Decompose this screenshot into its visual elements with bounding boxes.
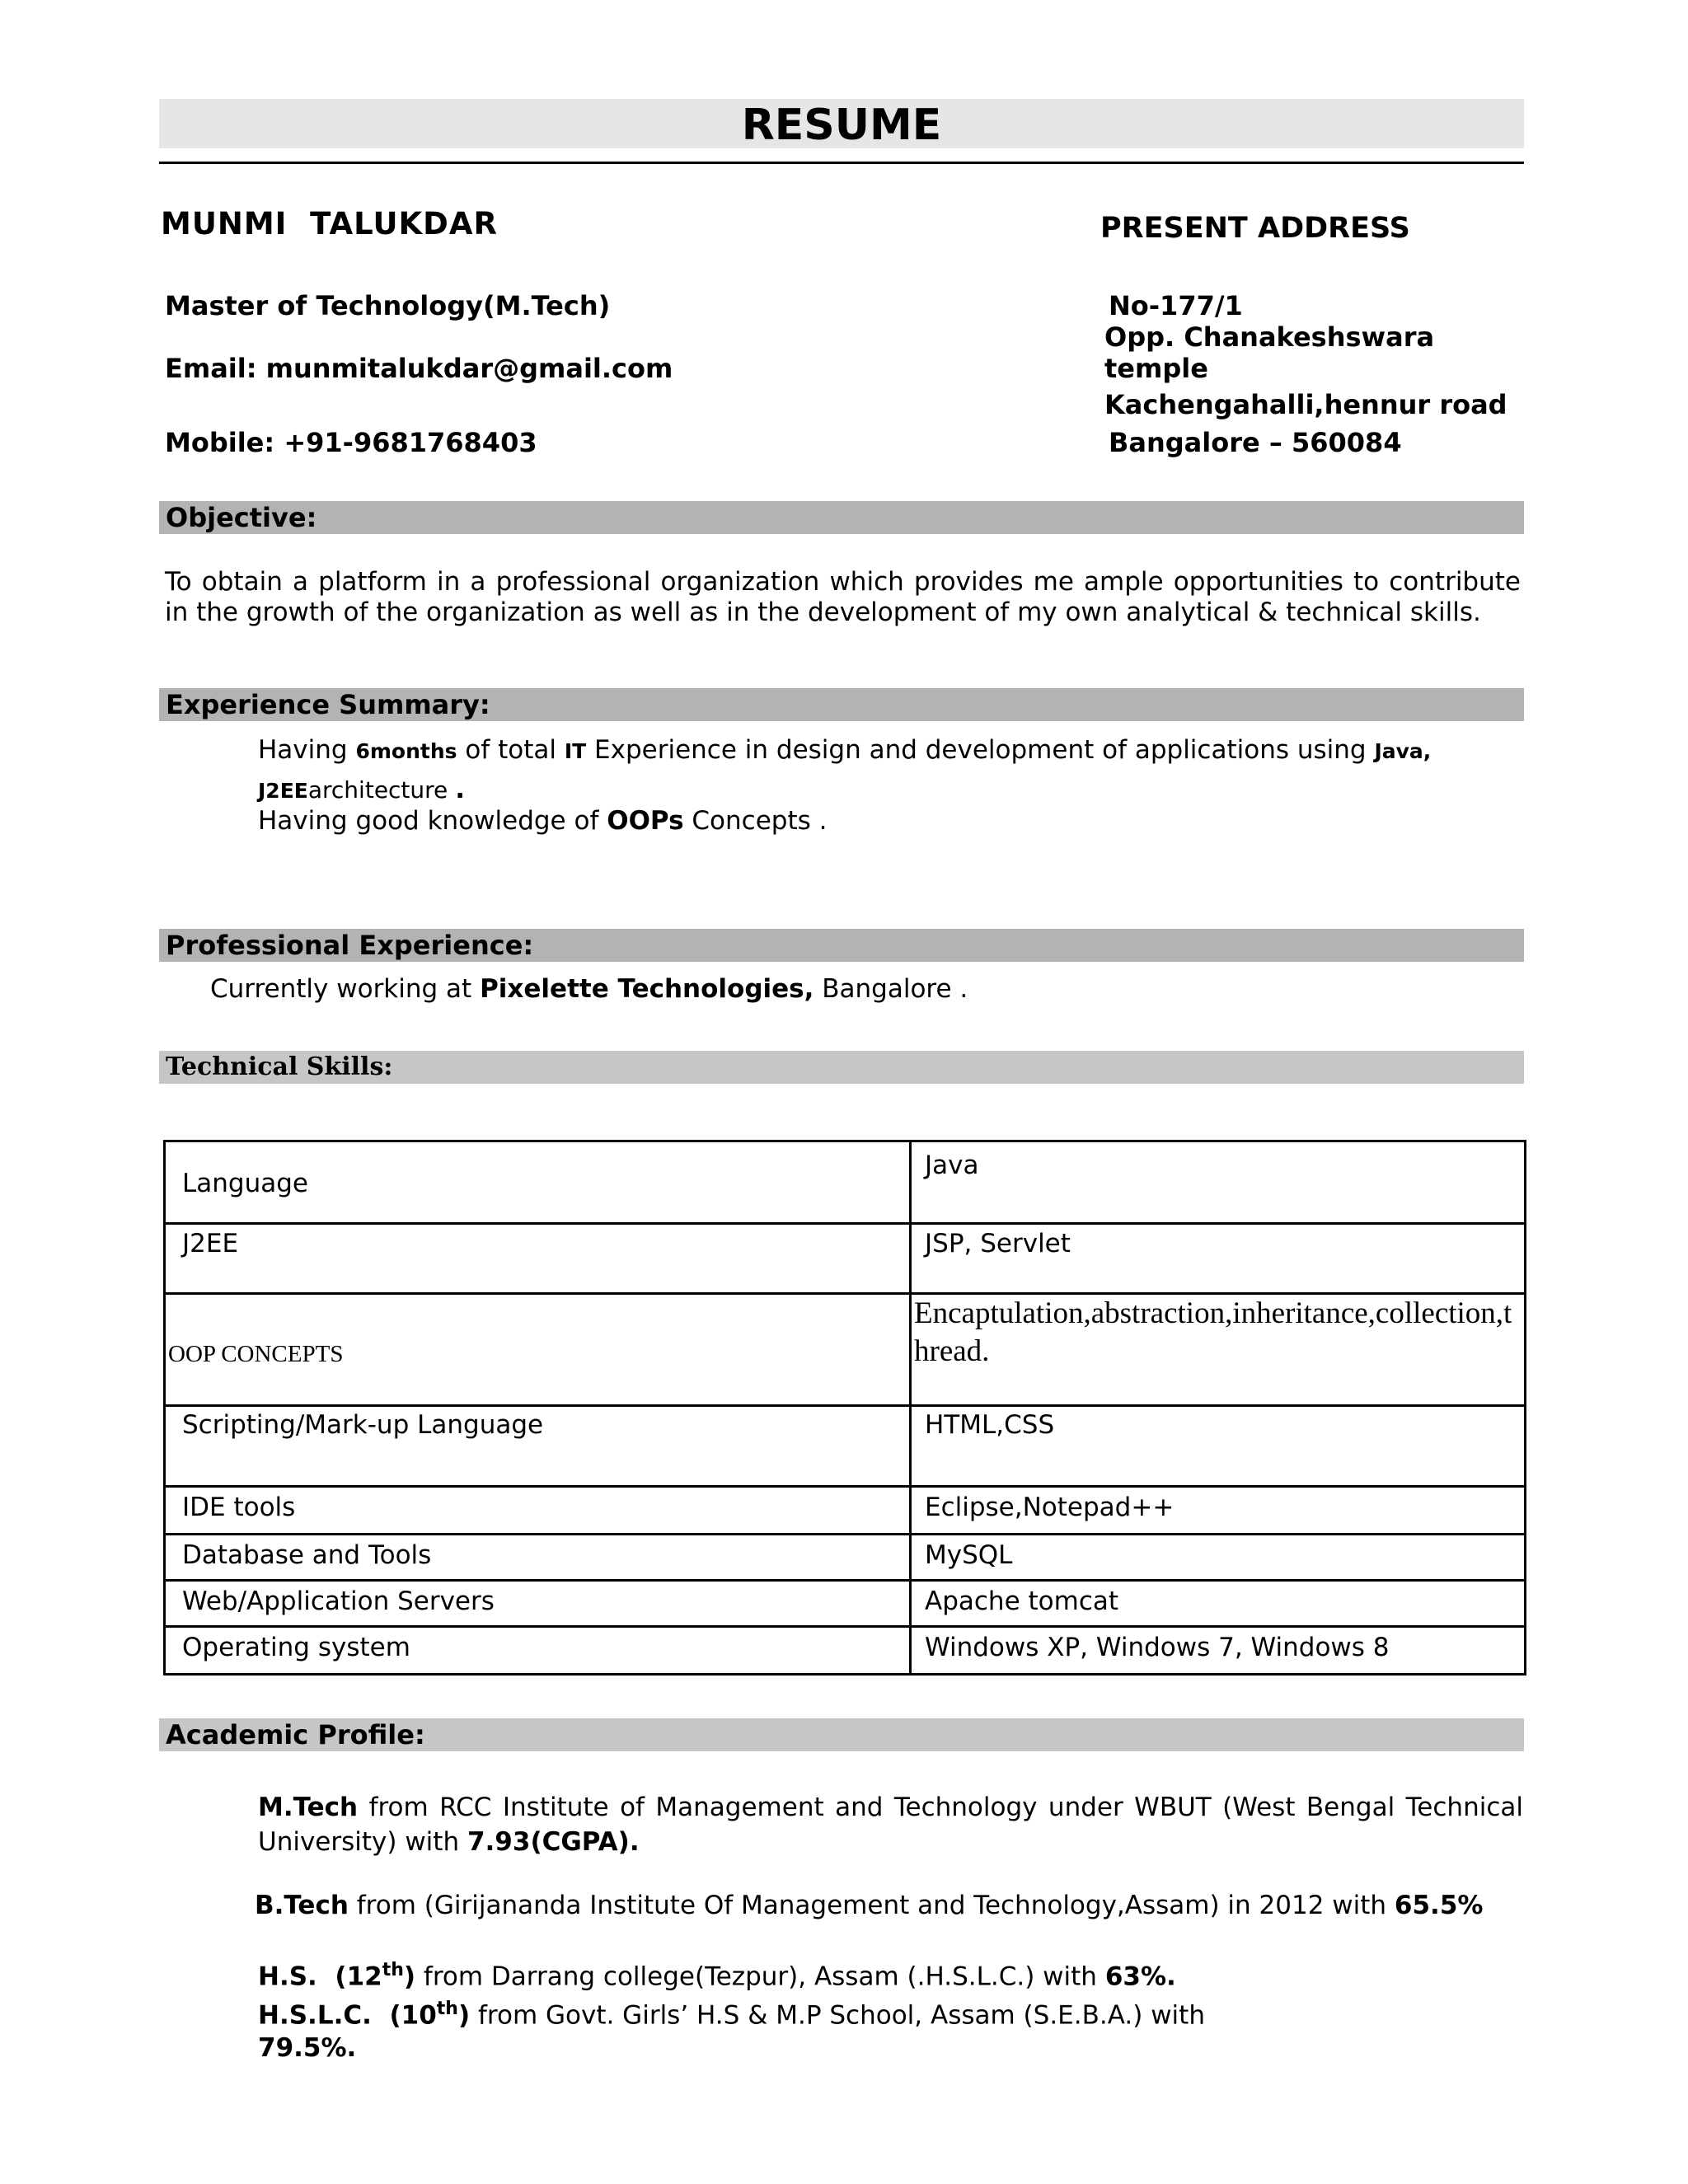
text-segment: from Govt. Girls’ H.S & M.P School, Assam (S.E.B.A.) with (470, 2000, 1205, 2031)
technical-skills-table (163, 1140, 1526, 1675)
text-segment: ) (457, 2000, 471, 2031)
skill-label: Operating system (182, 1633, 410, 1662)
text-segment: Bangalore . (814, 974, 968, 1004)
text-segment: Concepts . (683, 806, 828, 836)
table-row (165, 1141, 1526, 1224)
degree: Master of Technology(M.Tech) (165, 290, 611, 321)
skill-value: Java (925, 1151, 979, 1180)
text-segment: Currently working at (210, 974, 481, 1004)
table-cell (911, 1224, 1526, 1294)
skill-value: HTML,CSS (925, 1410, 1055, 1440)
academic-profile-heading: Academic Profile: (159, 1718, 1524, 1751)
table-row (165, 1406, 1526, 1487)
academic-mtech (258, 1790, 1523, 1859)
text-segment: Having (258, 735, 356, 765)
table-row (165, 1535, 1526, 1581)
title-divider (159, 162, 1524, 164)
text-segment: Experience in design and development of applications using (586, 735, 1375, 765)
table-row (165, 1294, 1526, 1406)
address-heading: PRESENT ADDRESS (1100, 212, 1410, 245)
experience-summary-line-3 (258, 806, 827, 836)
skill-label: Web/Application Servers (182, 1586, 495, 1616)
text-segment: . (455, 775, 465, 804)
text-segment: 65.5% (1394, 1891, 1484, 1920)
text-segment: from RCC Institute of Management and Technology under WBUT (West Bengal Technical University) with (258, 1793, 1523, 1857)
table-cell (165, 1141, 911, 1224)
text-segment: of total (457, 735, 565, 765)
objective-heading: Objective: (159, 501, 1524, 534)
skill-value: Apache tomcat (925, 1586, 1119, 1616)
text-segment: B.Tech (255, 1891, 349, 1920)
table-cell (165, 1224, 911, 1294)
academic-btech (210, 1889, 1527, 1922)
experience-summary-heading: Experience Summary: (159, 688, 1524, 721)
table-row (165, 1581, 1526, 1627)
text-segment: J2EE (258, 779, 308, 803)
skill-value: Encaptulation,abstraction,inheritance,collection,thread. (914, 1296, 1512, 1368)
table-cell (165, 1487, 911, 1535)
objective-text: To obtain a platform in a professional organization which provides me ample opportunities to contribute in the growth of the organization as well as in the development of my own analytical & technical skills. (165, 567, 1521, 627)
skill-label: J2EE (182, 1229, 239, 1258)
table-cell (165, 1581, 911, 1627)
table-cell (165, 1627, 911, 1675)
address-line-3: Kachengahalli,hennur road (1104, 389, 1507, 420)
table-row (165, 1487, 1526, 1535)
table-cell (911, 1627, 1526, 1675)
text-segment: ) (403, 1961, 416, 1992)
mobile: Mobile: +91-9681768403 (165, 427, 537, 458)
superscript: th (436, 1999, 458, 2019)
superscript: th (382, 1960, 404, 1980)
text-segment: Having good knowledge of (258, 806, 607, 836)
table-cell (165, 1294, 911, 1406)
academic-hslc (258, 1993, 1305, 2064)
text-segment: architecture (307, 776, 456, 804)
text-segment: Pixelette Technologies, (480, 974, 814, 1004)
skill-value: MySQL (925, 1540, 1013, 1570)
skill-label: Language (182, 1169, 308, 1198)
skill-value: Windows XP, Windows 7, Windows 8 (925, 1633, 1390, 1662)
table-cell (911, 1141, 1526, 1224)
table-row (165, 1224, 1526, 1294)
skill-label: Scripting/Mark-up Language (182, 1410, 544, 1440)
text-segment: H.S.L.C. (10 (258, 2000, 437, 2031)
skill-label: OOP CONCEPTS (168, 1341, 344, 1367)
text-segment: H.S. (12 (258, 1961, 382, 1992)
table-cell (165, 1406, 911, 1487)
text-segment: 63%. (1104, 1961, 1176, 1992)
table-cell (165, 1535, 911, 1581)
academic-hs (258, 1953, 1176, 1994)
text-segment: IT (564, 739, 587, 763)
text-segment: OOPs (607, 806, 684, 836)
email: Email: munmitalukdar@gmail.com (165, 353, 673, 384)
professional-experience-heading: Professional Experience: (159, 929, 1524, 962)
skill-label: Database and Tools (182, 1540, 432, 1570)
table-cell (911, 1406, 1526, 1487)
address-line-2: Opp. Chanakeshswara temple (1104, 321, 1435, 384)
technical-skills-heading: Technical Skills: (159, 1051, 1524, 1084)
skill-value: JSP, Servlet (925, 1229, 1071, 1258)
table-row (165, 1627, 1526, 1675)
experience-summary-line-1 (258, 735, 1523, 765)
resume-title: RESUME (159, 99, 1524, 148)
text-segment: M.Tech (258, 1793, 359, 1822)
text-segment: from (Girijananda Institute Of Management and Technology,Assam) in 2012 with (348, 1891, 1387, 1920)
professional-experience-text (210, 974, 968, 1004)
skill-value: Eclipse,Notepad++ (925, 1493, 1175, 1522)
table-cell (911, 1581, 1526, 1627)
text-segment: Java, (1374, 739, 1432, 763)
table-cell (911, 1487, 1526, 1535)
table-cell (911, 1535, 1526, 1581)
text-segment: 79.5%. (258, 2033, 357, 2064)
address-line-4: Bangalore – 560084 (1109, 427, 1402, 458)
skill-label: IDE tools (182, 1493, 296, 1522)
candidate-name: MUNMI TALUKDAR (161, 206, 498, 241)
table-cell (911, 1294, 1526, 1406)
address-line-1: No-177/1 (1109, 290, 1243, 321)
text-segment: 7.93(CGPA). (467, 1827, 640, 1857)
text-segment: 6months (355, 739, 457, 763)
text-segment: from Darrang college(Tezpur), Assam (.H.S.L.C.) with (415, 1961, 1105, 1992)
experience-summary-line-2 (258, 775, 465, 804)
